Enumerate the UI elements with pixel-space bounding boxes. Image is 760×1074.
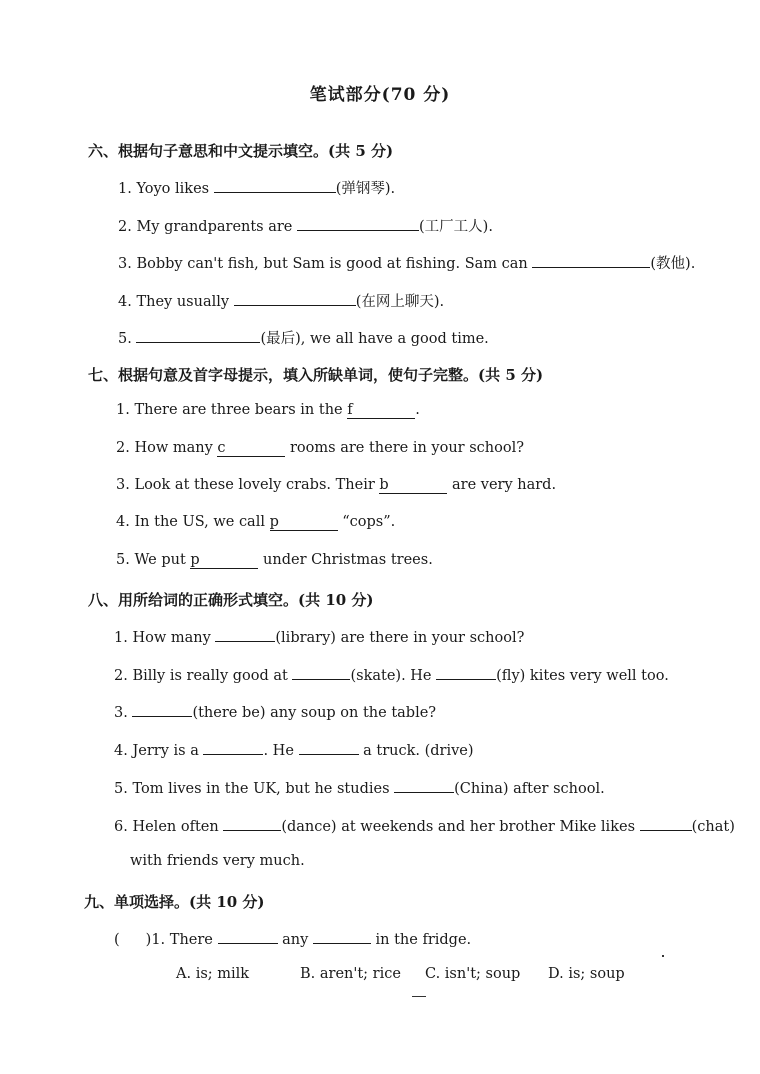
answer-blank[interactable] bbox=[132, 702, 192, 717]
letter-blank[interactable] bbox=[190, 552, 258, 569]
s8-question-1 bbox=[114, 627, 524, 646]
question-number: 5. bbox=[114, 781, 128, 797]
s6-question-1 bbox=[118, 177, 395, 198]
s6-question-4 bbox=[118, 290, 444, 311]
question-number: 4. bbox=[116, 514, 130, 530]
initial-letter: p bbox=[269, 514, 279, 530]
initial-letter: c bbox=[217, 440, 226, 456]
s9-question-1 bbox=[114, 929, 471, 948]
section-8-heading: 八、用所给词的正确形式填空。(共 10 分) bbox=[88, 591, 374, 609]
question-text: How many bbox=[134, 440, 213, 456]
question-text: How many bbox=[132, 630, 211, 646]
question-text: Billy is really good at bbox=[132, 668, 288, 684]
s8-question-6 bbox=[114, 816, 735, 835]
option-c[interactable]: C. isn't; soup bbox=[425, 966, 521, 982]
question-text-mid: (dance) at weekends and her brother Mike likes bbox=[281, 819, 636, 835]
question-text-end: are very hard. bbox=[452, 477, 557, 493]
question-text-end: a truck. (drive) bbox=[363, 743, 474, 759]
s6-question-5 bbox=[118, 327, 489, 348]
question-text: Look at these lovely crabs. Their bbox=[134, 477, 375, 493]
question-number: 1. bbox=[114, 630, 128, 646]
letter-blank[interactable] bbox=[347, 402, 415, 419]
answer-blank[interactable] bbox=[214, 178, 336, 193]
question-number: 2. bbox=[118, 219, 132, 235]
section-6-heading: 六、根据句子意思和中文提示填空。(共 5 分) bbox=[88, 142, 394, 160]
question-text-end: under Christmas trees. bbox=[263, 552, 433, 568]
question-number: 1. bbox=[116, 402, 130, 418]
question-number: 3. bbox=[118, 256, 132, 272]
question-number: 4. bbox=[114, 743, 128, 759]
answer-blank[interactable] bbox=[299, 740, 359, 755]
hint-text: (工厂工人). bbox=[419, 219, 493, 235]
answer-blank[interactable] bbox=[223, 816, 281, 831]
s7-question-2 bbox=[116, 440, 524, 457]
question-text: There bbox=[169, 932, 213, 948]
option-d[interactable]: D. is; soup bbox=[548, 966, 625, 982]
question-number: 4. bbox=[118, 294, 132, 310]
answer-blank[interactable] bbox=[218, 929, 278, 944]
s6-question-2 bbox=[118, 215, 493, 236]
question-text: Tom lives in the UK, but he studies bbox=[132, 781, 390, 797]
question-text: There are three bears in the bbox=[134, 402, 343, 418]
question-text-end: (fly) kites very well too. bbox=[496, 668, 669, 684]
initial-letter: b bbox=[379, 477, 389, 493]
answer-blank[interactable] bbox=[436, 665, 496, 680]
s6-question-3 bbox=[118, 252, 695, 273]
question-number: 5. bbox=[116, 552, 130, 568]
s8-question-6-line2: with friends very much. bbox=[130, 853, 305, 869]
question-text: My grandparents are bbox=[136, 219, 293, 235]
s8-question-2 bbox=[114, 665, 669, 684]
question-text: Bobby can't fish, but Sam is good at fishing. Sam can bbox=[136, 256, 528, 272]
answer-blank[interactable] bbox=[297, 216, 419, 231]
question-text: Yoyo likes bbox=[136, 181, 210, 197]
letter-blank[interactable] bbox=[270, 514, 338, 531]
question-text-mid: any bbox=[282, 932, 309, 948]
section-7-heading: 七、根据句意及首字母提示，填入所缺单词，使句子完整。(共 5 分) bbox=[88, 366, 544, 384]
question-text-mid: . He bbox=[263, 743, 294, 759]
answer-blank[interactable] bbox=[136, 328, 260, 343]
question-text-end: “cops”. bbox=[342, 514, 396, 530]
question-number: 5. bbox=[118, 331, 132, 347]
s8-question-5 bbox=[114, 778, 605, 797]
question-text-end: (library) are there in your school? bbox=[275, 630, 525, 646]
page-footer-dash bbox=[412, 996, 426, 997]
s8-question-4 bbox=[114, 740, 474, 759]
s7-question-5 bbox=[116, 552, 433, 569]
hint-text: (教他). bbox=[650, 256, 696, 272]
question-text-end: (China) after school. bbox=[454, 781, 605, 797]
scan-speck bbox=[662, 955, 664, 957]
s7-question-4 bbox=[116, 514, 395, 531]
s8-question-3 bbox=[114, 702, 436, 721]
answer-blank[interactable] bbox=[313, 929, 371, 944]
question-text-end: . bbox=[415, 402, 420, 418]
question-text-end: (there be) any soup on the table? bbox=[192, 705, 437, 721]
page-title: 笔试部分(70 分) bbox=[309, 85, 451, 105]
question-number: 6. bbox=[114, 819, 128, 835]
answer-blank[interactable] bbox=[292, 665, 350, 680]
answer-blank[interactable] bbox=[203, 740, 263, 755]
initial-letter: p bbox=[190, 552, 200, 568]
question-text: In the US, we call bbox=[134, 514, 265, 530]
letter-blank[interactable] bbox=[379, 477, 447, 494]
letter-blank[interactable] bbox=[217, 440, 285, 457]
question-text-end: rooms are there in your school? bbox=[290, 440, 524, 456]
initial-letter: f bbox=[347, 402, 353, 418]
question-text-end: in the fridge. bbox=[375, 932, 472, 948]
answer-blank[interactable] bbox=[532, 253, 650, 268]
question-number: 1. bbox=[118, 181, 132, 197]
answer-blank[interactable] bbox=[640, 816, 692, 831]
s7-question-3 bbox=[116, 477, 556, 494]
question-text-mid: (skate). He bbox=[350, 668, 432, 684]
question-text: Helen often bbox=[132, 819, 219, 835]
hint-text: (最后), we all have a good time. bbox=[260, 331, 489, 347]
question-text-end: (chat) bbox=[691, 819, 735, 835]
question-number: 2. bbox=[116, 440, 130, 456]
question-text: We put bbox=[134, 552, 186, 568]
question-number: 3. bbox=[116, 477, 130, 493]
question-text: They usually bbox=[136, 294, 230, 310]
section-9-heading: 九、单项选择。(共 10 分) bbox=[84, 893, 265, 911]
answer-blank[interactable] bbox=[394, 778, 454, 793]
answer-blank[interactable] bbox=[234, 291, 356, 306]
answer-paren-open: ( bbox=[114, 932, 120, 948]
option-b[interactable]: B. aren't; rice bbox=[300, 966, 401, 982]
question-number: 2. bbox=[114, 668, 128, 684]
question-number: )1. bbox=[145, 932, 166, 948]
question-text: Jerry is a bbox=[132, 743, 199, 759]
hint-text: (在网上聊天). bbox=[355, 294, 445, 310]
hint-text: (弹钢琴). bbox=[335, 181, 396, 197]
question-number: 3. bbox=[114, 705, 128, 721]
answer-blank[interactable] bbox=[215, 627, 275, 642]
option-a[interactable]: A. is; milk bbox=[176, 966, 250, 982]
s7-question-1 bbox=[116, 402, 420, 419]
